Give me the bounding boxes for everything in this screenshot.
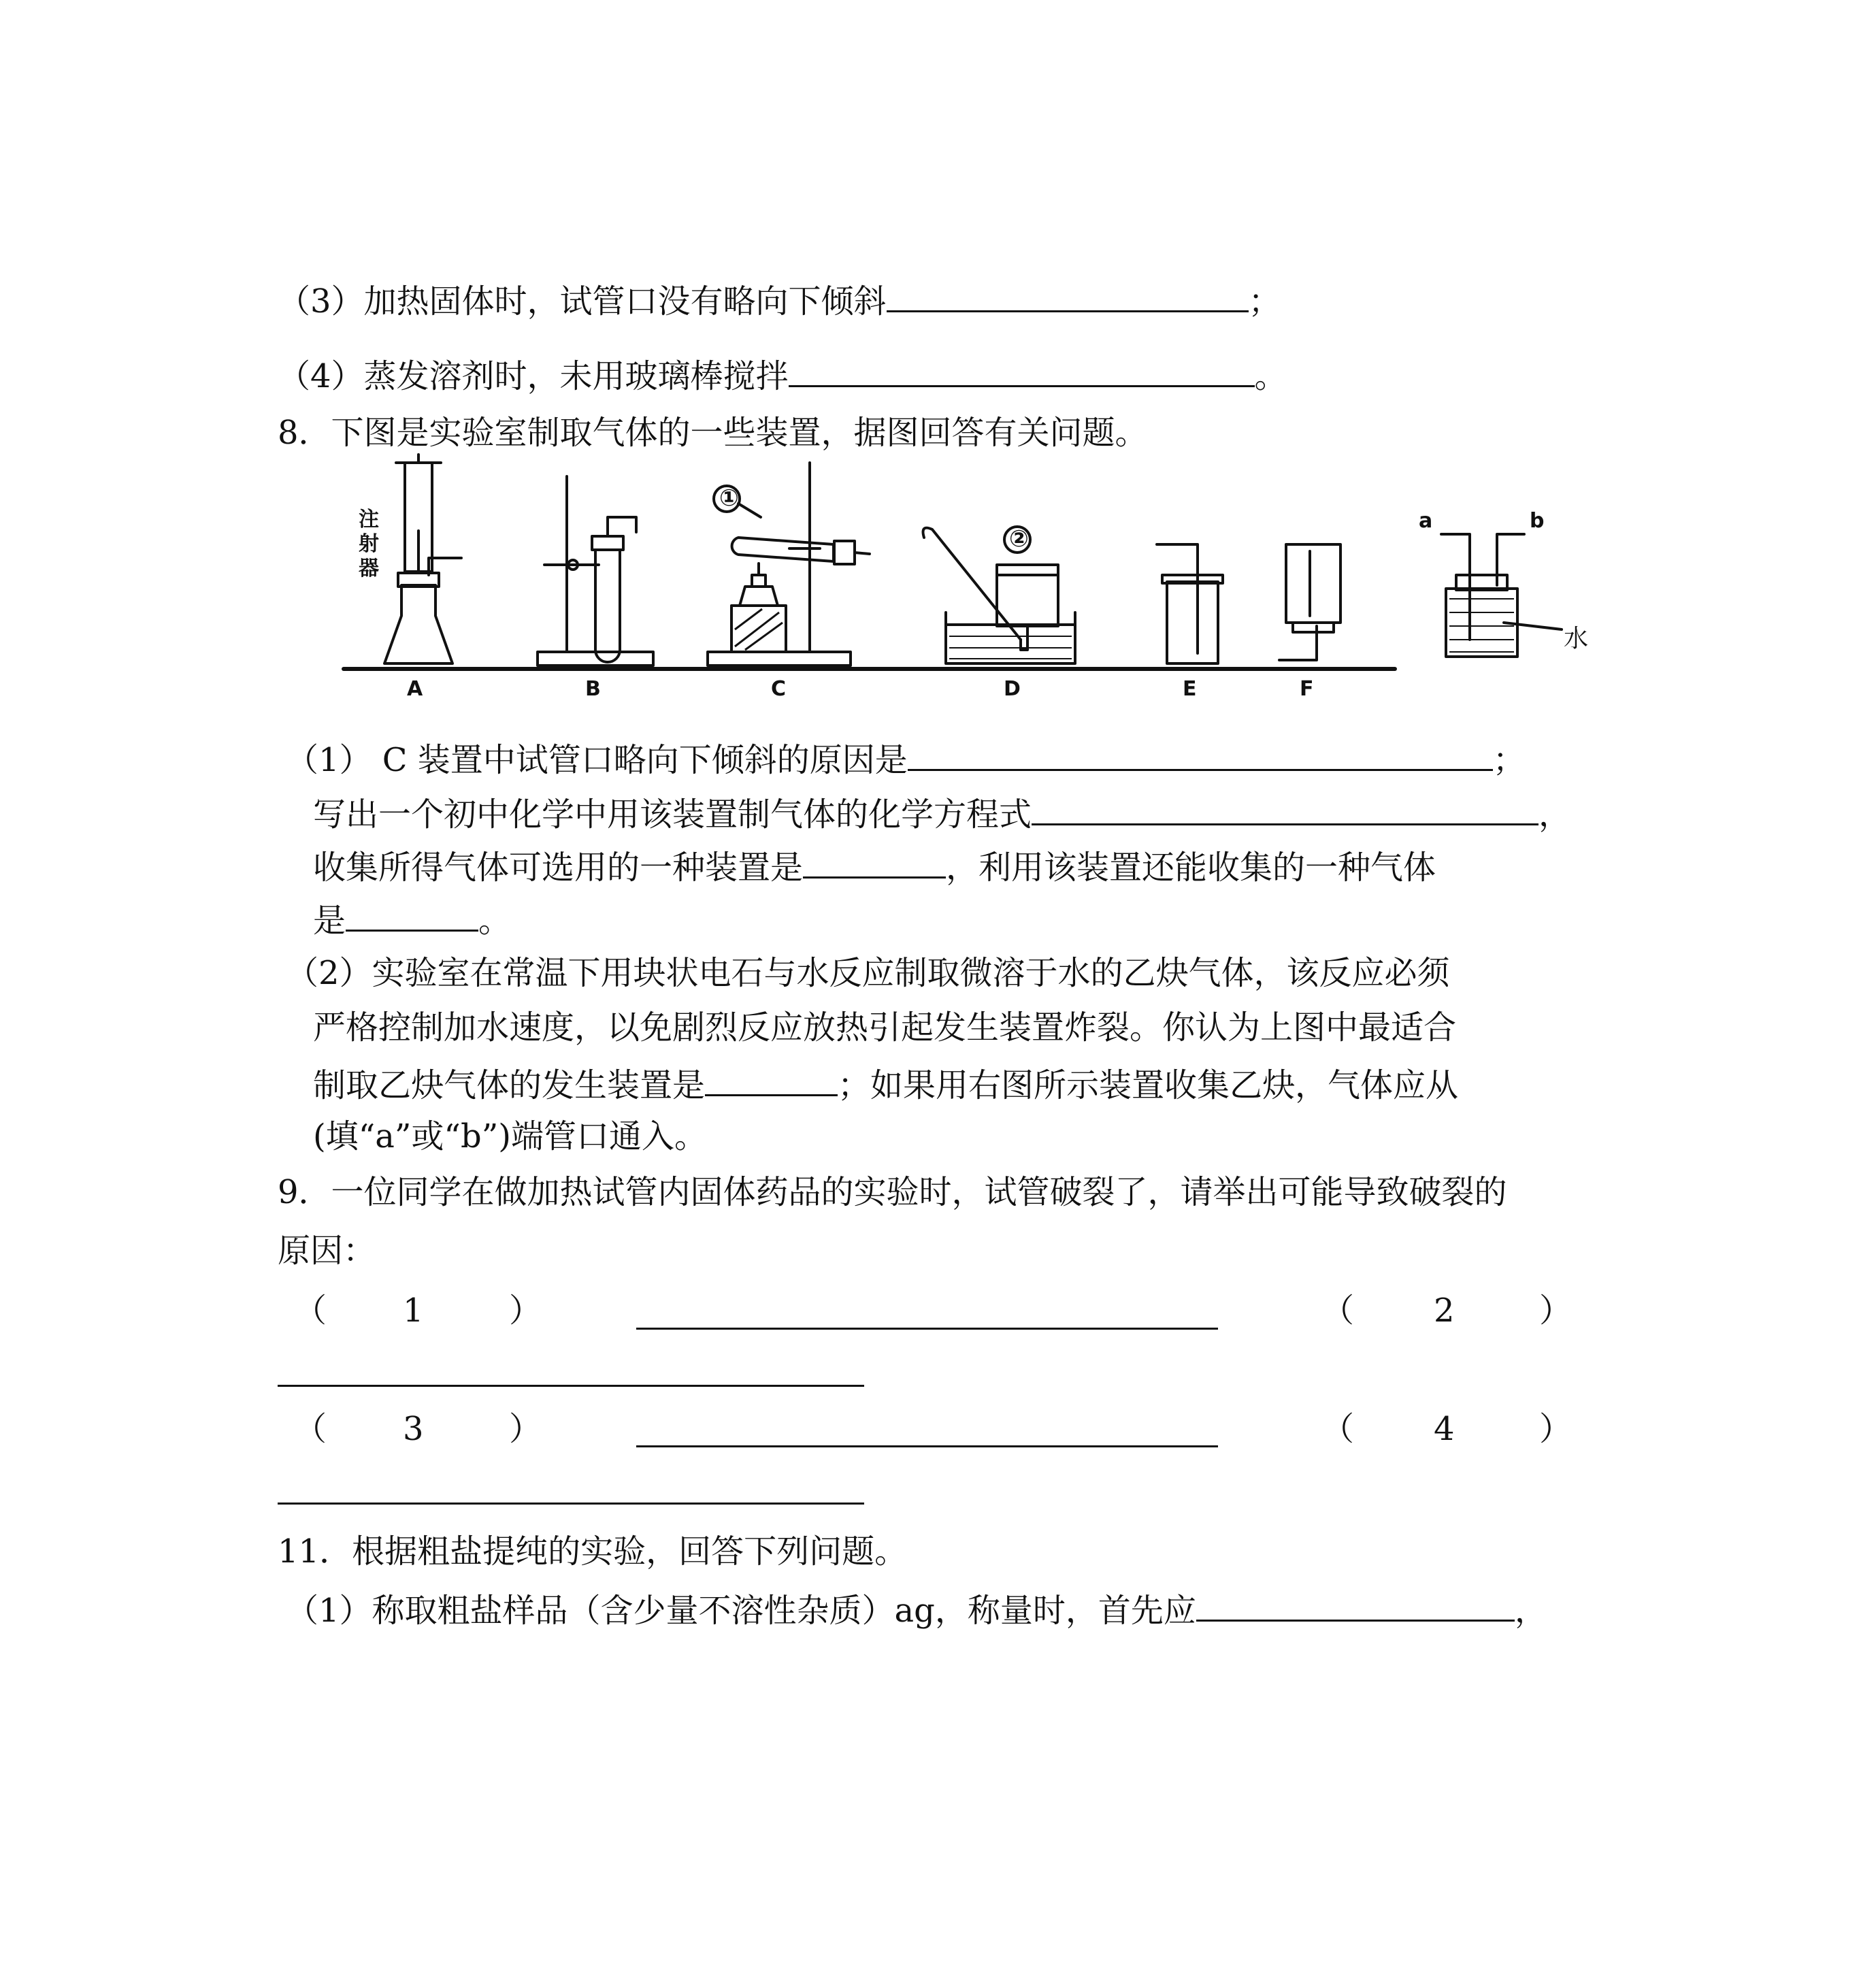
wash-bottle [1441, 534, 1562, 657]
q9-stem-line1: 9．一位同学在做加热试管内固体药品的实验时，试管破裂了，请举出可能导致破裂的 [278, 1173, 1507, 1211]
q9-item2-blank[interactable] [278, 1385, 864, 1387]
apparatus-d [923, 527, 1076, 663]
q8-p1-line1 [286, 736, 1526, 781]
q9-item3-open: （ [294, 1410, 327, 1448]
q8-p1-line3-text: 收集所得气体可选用的一种装置是 [313, 849, 804, 887]
q9-item3-close: ） [509, 1410, 542, 1448]
q11-p1 [286, 1587, 1547, 1631]
q8-p1-line1-end: ； [1492, 741, 1526, 779]
q9-item1-blank[interactable] [636, 1328, 1218, 1330]
label-d: D [1004, 677, 1021, 701]
q8-p1-line2 [313, 791, 1571, 835]
q8-p2-line3-text: 制取乙炔气体的发生装置是 [313, 1066, 706, 1104]
label-c: C [771, 677, 787, 701]
mark-2: ② [1009, 525, 1029, 553]
q8-p2-line4: (填“a”或“b”)端管口通入。 [313, 1117, 707, 1155]
q8-p2-line3 [313, 1062, 1458, 1106]
bottle-label-a: a [1419, 509, 1433, 533]
q9-item1-close: ） [509, 1292, 542, 1330]
q8-p1-line1-text: （1） C 装置中试管口略向下倾斜的原因是 [286, 741, 908, 779]
q8-stem: 8．下图是实验室制取气体的一些装置，据图回答有关问题。 [278, 414, 1148, 452]
q11-p1-text: （1）称取粗盐样品（含少量不溶性杂质）ag，称量时，首先应 [286, 1592, 1196, 1630]
q9-stem-line2: 原因： [278, 1232, 376, 1270]
q8-p1-line4 [313, 897, 511, 941]
lamp-hatch [735, 609, 783, 650]
water-label: 水 [1564, 625, 1589, 653]
q8-p1-line4-end: 。 [478, 902, 512, 940]
q9-item4-blank[interactable] [278, 1503, 864, 1505]
apparatus-e [1157, 544, 1223, 663]
q9-item1-open: （ [294, 1292, 327, 1330]
q8-p2-line2: 严格控制加水速度，以免剧烈反应放热引起发生装置炸裂。你认为上图中最适合 [313, 1008, 1457, 1047]
q8-p1-line4-text: 是 [313, 902, 346, 940]
q11-stem: 11．根据粗盐提纯的实验，回答下列问题。 [278, 1532, 908, 1571]
apparatus-b [538, 476, 653, 666]
q9-item1-num: 1 [403, 1292, 424, 1330]
q8-p2-line1: （2）实验室在常温下用块状电石与水反应制取微溶于水的乙炔气体，该反应必须 [286, 954, 1450, 992]
q9-item2-open: （ [1321, 1292, 1355, 1330]
q9-item3-num: 3 [403, 1410, 424, 1448]
label-e: E [1183, 677, 1197, 701]
q8-p1-line2-text: 写出一个初中化学中用该装置制气体的化学方程式 [313, 795, 1032, 834]
q9-item4-close: ） [1539, 1410, 1573, 1448]
q7-item3-end: ； [1248, 282, 1281, 321]
water-fill [949, 599, 1514, 659]
apparatus-f [1279, 544, 1340, 660]
q9-item3-blank[interactable] [636, 1445, 1218, 1447]
q8-p2-line3-tail: ；如果用右图所示装置收集乙炔，气体应从 [838, 1066, 1459, 1104]
q8-p1-line1-blank[interactable] [908, 736, 1493, 771]
q8-p1-line3 [313, 844, 1436, 888]
q8-p1-line4-blank[interactable] [346, 897, 478, 932]
q9-item4-open: （ [1321, 1410, 1355, 1448]
apparatus-a [384, 455, 461, 663]
mark-1: ① [719, 485, 739, 512]
q7-item3-text: （3）加热固体时，试管口没有略向下倾斜 [278, 282, 887, 321]
bottle-label-b: b [1530, 509, 1545, 533]
q8-p2-line3-blank[interactable] [705, 1062, 838, 1096]
q11-p1-blank[interactable] [1196, 1587, 1515, 1622]
apparatus-figure [0, 0, 1876, 721]
q8-p1-line2-end: ， [1538, 795, 1572, 834]
q7-item4-end: 。 [1254, 357, 1287, 395]
q9-item4-num: 4 [1434, 1410, 1455, 1448]
label-b: B [585, 677, 601, 701]
label-a: A [407, 677, 423, 701]
syringe-label: 注射器 [359, 508, 379, 580]
q9-item2-num: 2 [1434, 1292, 1455, 1330]
q7-item4-text: （4）蒸发溶剂时，未用玻璃棒搅拌 [278, 357, 789, 395]
q9-item2-close: ） [1539, 1292, 1573, 1330]
label-f: F [1300, 677, 1314, 701]
q11-p1-end: ， [1514, 1592, 1547, 1630]
q8-p1-line3-tail: ，利用该装置还能收集的一种气体 [946, 849, 1436, 887]
q8-p1-line2-blank[interactable] [1032, 791, 1538, 825]
q8-p1-line3-blank[interactable] [803, 844, 946, 879]
